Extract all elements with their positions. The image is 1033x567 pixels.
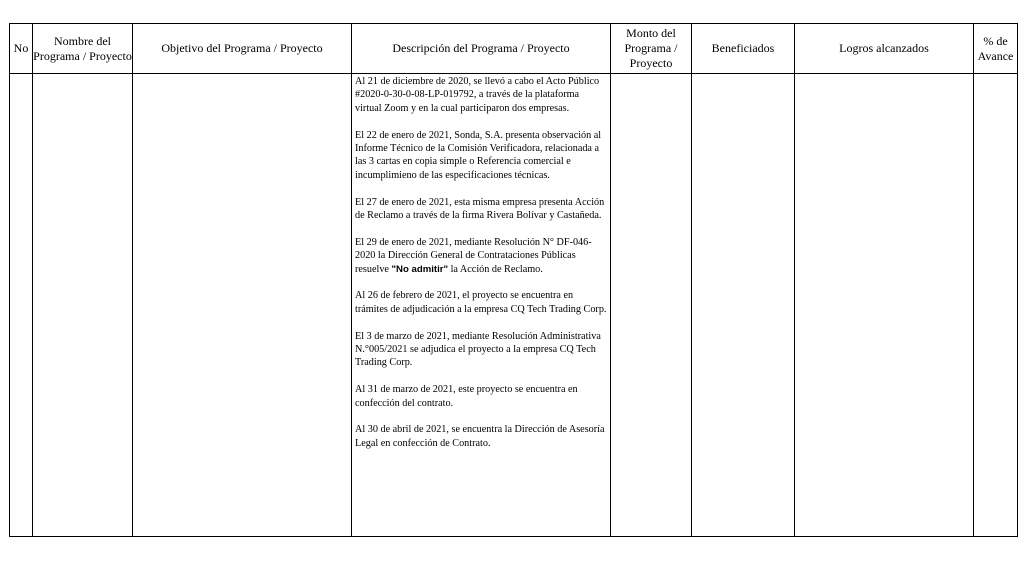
descripcion-paragraph-2: El 22 de enero de 2021, Sonda, S.A. presenta observación al Informe Técnico de la Comisión Verificadora, relacionada a las 3 cartas en copia simple o Referencia comercial e incumplimieno de las especificaciones técnicas. bbox=[355, 129, 602, 181]
descripcion-paragraph-4-text-a: El 29 de enero de 2021, mediante Resolución N° DF-046-2020 la Dirección General de Contrataciones Públicas resuelve bbox=[355, 236, 592, 275]
header-beneficiados: Beneficiados bbox=[692, 24, 795, 74]
cell-logros bbox=[795, 74, 974, 537]
cell-objetivo bbox=[133, 74, 352, 537]
header-row bbox=[10, 24, 1018, 74]
descripcion-paragraph-5: Al 26 de febrero de 2021, el proyecto se encuentra en trámites de adjudicación a la empresa CQ Tech Trading Corp. bbox=[355, 290, 607, 315]
descripcion-paragraph-8: Al 30 de abril de 2021, se encuentra la Dirección de Asesoría Legal en confección de Contrato. bbox=[355, 424, 605, 449]
table-row bbox=[10, 74, 1018, 537]
header-nombre: Nombre del Programa / Proyecto bbox=[33, 24, 133, 74]
descripcion-paragraph-4-text-b: la Acción de Reclamo. bbox=[448, 263, 543, 275]
header-monto: Monto del Programa / Proyecto bbox=[611, 24, 692, 74]
header-avance: % de Avance bbox=[974, 24, 1018, 74]
cell-beneficiados bbox=[692, 74, 795, 537]
header-descripcion: Descripción del Programa / Proyecto bbox=[352, 24, 611, 74]
descripcion-paragraph-6: El 3 de marzo de 2021, mediante Resolución Administrativa N.°005/2021 se adjudica el proyecto a la empresa CQ Tech Trading Corp. bbox=[355, 330, 601, 369]
descripcion-paragraph-4 bbox=[355, 236, 607, 276]
header-objetivo: Objetivo del Programa / Proyecto bbox=[133, 24, 352, 74]
project-report-table bbox=[9, 23, 1018, 537]
cell-monto bbox=[611, 74, 692, 537]
descripcion-paragraph-7: Al 31 de marzo de 2021, este proyecto se encuentra en confección del contrato. bbox=[355, 384, 578, 409]
header-no: No bbox=[10, 24, 33, 74]
cell-nombre bbox=[33, 74, 133, 537]
cell-avance bbox=[974, 74, 1018, 537]
descripcion-paragraph-1: Al 21 de diciembre de 2020, se llevó a cabo el Acto Público #2020-0-30-0-08-LP-019792, a través de la plataforma virtual Zoom y en la cual participaron dos empresas. bbox=[355, 76, 600, 114]
no-admitir-emphasis: "No admitir" bbox=[391, 263, 449, 275]
cell-descripcion bbox=[352, 74, 611, 537]
header-logros: Logros alcanzados bbox=[795, 24, 974, 74]
cell-no bbox=[10, 74, 33, 537]
descripcion-paragraph-3: El 27 de enero de 2021, esta misma empresa presenta Acción de Reclamo a través de la firma Rivera Bolívar y Castañeda. bbox=[355, 196, 605, 222]
